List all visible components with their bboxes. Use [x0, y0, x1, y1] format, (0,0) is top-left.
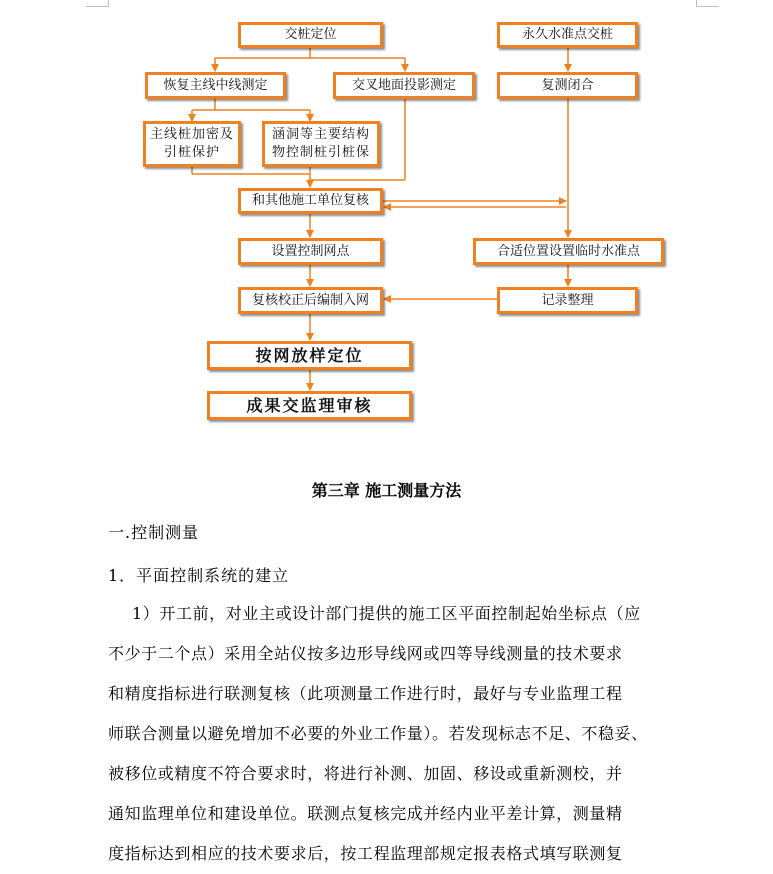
- flow-box-record-sorting: 记录整理: [497, 287, 638, 314]
- flow-box-control-points: 设置控制网点: [238, 238, 383, 265]
- flow-box-submit-results: 成果交监理审核: [207, 391, 412, 420]
- paragraph-line: 度指标达到相应的技术要求后，按工程监理部规定报表格式填写联测复: [108, 844, 623, 863]
- flow-box-benchmark-handover: 永久水准点交桩: [497, 22, 638, 48]
- flow-box-restore-centerline: 恢复主线中线测定: [145, 72, 286, 99]
- flow-box-stakeout: 按网放样定位: [207, 341, 412, 370]
- flow-box-joint-check: 和其他施工单位复核: [238, 188, 383, 214]
- subsection-heading: 1．平面控制系统的建立: [108, 566, 290, 585]
- flow-box-mainline-densify: 主线桩加密及引桩保护: [143, 121, 241, 167]
- flow-box-resurvey-closure: 复测闭合: [497, 72, 638, 99]
- flow-box-compile-network: 复核校正后编制入网: [238, 287, 383, 314]
- flow-box-structure-control: 涵洞等主要结构物控制桩引桩保: [262, 121, 380, 167]
- section-heading: 一.控制测量: [108, 523, 200, 542]
- flow-box-stake-positioning: 交桩定位: [238, 22, 383, 48]
- chapter-title: 第三章 施工测量方法: [311, 481, 462, 500]
- paragraph-line: 和精度指标进行联测复核（此项测量工作进行时，最好与专业监理工程: [108, 684, 623, 703]
- paragraph-line: 师联合测量以避免增加不必要的外业工作量）。若发现标志不足、不稳妥、: [108, 724, 648, 743]
- body-paragraph: [108, 594, 708, 874]
- paragraph-line: 被移位或精度不符合要求时，将进行补测、加固、移设或重新测校，并: [108, 764, 623, 783]
- paragraph-line: 1）开工前，对业主或设计部门提供的施工区平面控制起始坐标点（应: [132, 604, 641, 623]
- flow-box-temp-benchmark: 合适位置设置临时水准点: [473, 238, 664, 265]
- paragraph-line: 不少于二个点）采用全站仪按多边形导线网或四等导线测量的技术要求: [108, 644, 623, 663]
- paragraph-line: 通知监理单位和建设单位。联测点复核完成并经内业平差计算，测量精: [108, 804, 623, 823]
- flow-box-crossing-projection: 交叉地面投影测定: [333, 72, 475, 99]
